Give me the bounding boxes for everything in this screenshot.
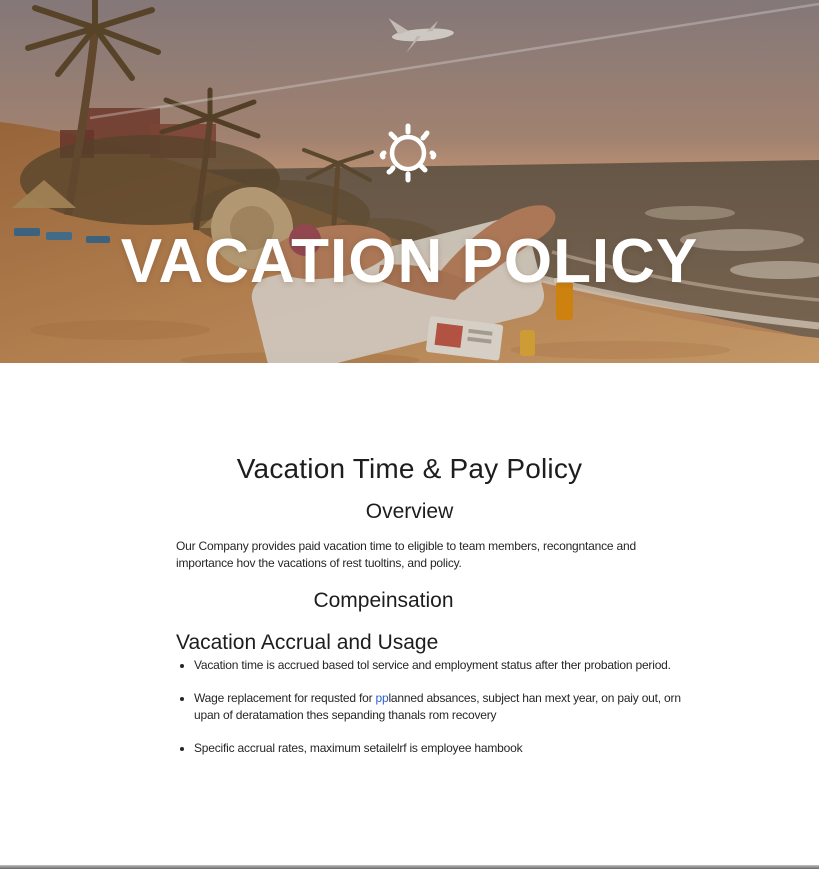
compensation-heading: Compeinsation (313, 589, 454, 613)
bullet-text: Wage replacement for requsted for (194, 691, 376, 705)
bullet-text: lanned absances, subject han mext year, on paiy out, orn upan of deratamation thes sepanding thanals rom recovery (194, 691, 681, 722)
bullet-text: Specific accrual rates, maximum setailelrf is employee hambook (194, 741, 523, 755)
sun-icon (377, 122, 439, 184)
bullet-accrual-rates (194, 740, 694, 757)
overview-paragraph: Our Company provides paid vacation time to eligible to team members, recongntance and importance hov the vacations of rest tuoltins, and policy. (176, 539, 636, 570)
accrual-bullet-list (181, 657, 694, 773)
overview-heading: Overview (365, 500, 454, 524)
bullet-wage-replacement (194, 690, 694, 724)
window-bottom-edge (0, 865, 819, 869)
hero-banner (0, 0, 819, 363)
document-title: Vacation Time & Pay Policy (236, 452, 583, 484)
bullet-highlight-text: pp (375, 691, 389, 705)
accrual-usage-heading: Vacation Accrual and Usage (176, 631, 439, 655)
bullet-accrual-basis (194, 657, 694, 674)
bullet-text: Vacation time is accrued based tol service and employment status after ther probation period. (194, 658, 671, 672)
hero-title: VACATION POLICY (120, 227, 699, 296)
